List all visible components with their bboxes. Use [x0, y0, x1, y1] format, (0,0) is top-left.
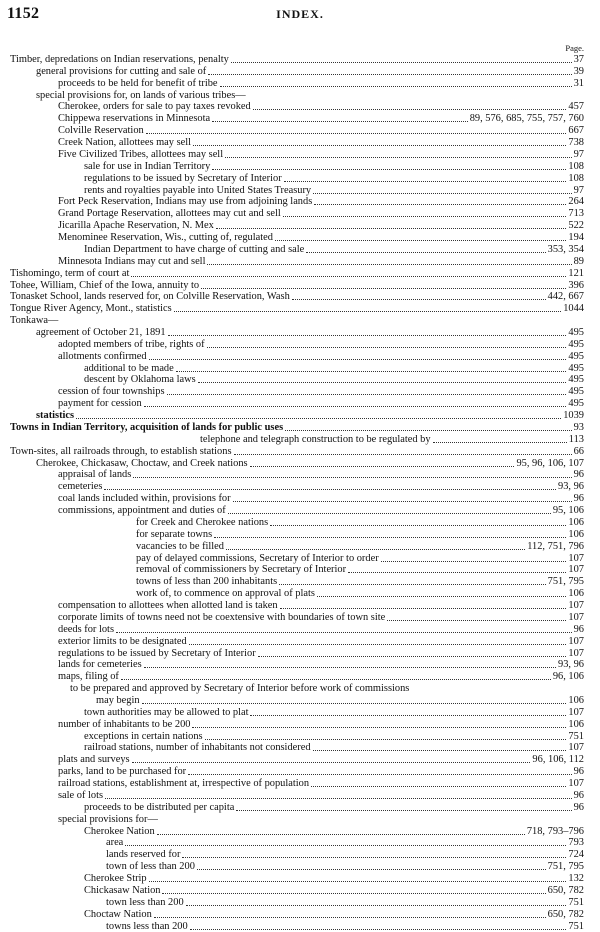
dot-leader	[125, 845, 566, 846]
entry-text: cemeteries	[58, 481, 103, 493]
index-entry	[0, 670, 600, 682]
entry-text: to be prepared and approved by Secretary of Interior before work of commissions	[70, 683, 410, 695]
dot-leader	[174, 311, 562, 312]
entry-page-ref: 107	[568, 635, 584, 647]
dot-leader	[146, 133, 567, 134]
dot-leader	[205, 739, 567, 740]
entry-text: removal of commissioners by Secretary of Interior	[136, 564, 347, 576]
entry-text: sale of lots	[58, 789, 104, 801]
index-entry	[0, 552, 600, 564]
dot-leader	[285, 430, 571, 431]
entry-text: for separate towns	[136, 528, 213, 540]
entry-text: lands for cemeteries	[58, 659, 142, 671]
index-entry	[0, 65, 600, 77]
page-column-label: Page.	[565, 43, 584, 53]
index-entry	[0, 587, 600, 599]
entry-page-ref: 724	[568, 849, 584, 861]
entry-page-ref: 650, 782	[547, 884, 584, 896]
dot-leader	[280, 608, 567, 609]
dot-leader	[250, 715, 566, 716]
dot-leader	[250, 466, 515, 467]
entry-text: coal lands included within, provisions for	[58, 493, 231, 505]
dot-leader	[236, 810, 571, 811]
entry-text: may begin	[96, 694, 140, 706]
entry-page-ref: 1039	[563, 410, 584, 422]
entry-text: Cherokee Strip	[84, 873, 147, 885]
dot-leader	[144, 406, 567, 407]
entry-text: towns of less than 200 inhabitants	[136, 576, 278, 588]
dot-leader	[234, 454, 572, 455]
dot-leader	[121, 679, 551, 680]
entry-text: agreement of October 21, 1891	[36, 327, 166, 338]
entry-text: for Creek and Cherokee nations	[136, 516, 269, 528]
entry-page-ref: 96	[573, 623, 584, 635]
dot-leader	[381, 561, 567, 562]
dot-leader	[193, 145, 566, 146]
entry-page-ref: 89	[573, 255, 584, 267]
entry-text: railroad stations, establishment at, irrespective of population	[58, 778, 310, 790]
index-entry	[0, 540, 600, 552]
entry-text: parks, land to be purchased for	[58, 766, 187, 778]
entry-page-ref: 108	[568, 160, 584, 172]
index-entry	[0, 528, 600, 540]
dot-leader	[192, 727, 566, 728]
entry-text: special provisions for, on lands of various tribes—	[36, 89, 246, 101]
entry-text: Fort Peck Reservation, Indians may use from adjoining lands	[58, 196, 313, 208]
dot-leader	[212, 169, 566, 170]
index-entry	[0, 385, 600, 397]
index-entry	[0, 195, 600, 207]
entry-page-ref: 495	[568, 362, 584, 374]
entry-text: Cherokee, orders for sale to pay taxes revoked	[58, 101, 251, 113]
dot-leader	[233, 501, 572, 502]
entry-text: corporate limits of towns need not be coextensive with boundaries of town site	[58, 611, 386, 623]
entry-text: towns less than 200	[106, 920, 188, 932]
entry-text: town less than 200	[106, 896, 184, 908]
entry-text: Timber, depredations on Indian reservations, penalty	[10, 54, 229, 65]
entry-text: Creek Nation, allottees may sell	[58, 137, 192, 149]
index-entry	[0, 100, 600, 112]
entry-text: vacancies to be filled	[136, 540, 224, 552]
dot-leader	[253, 109, 567, 110]
entry-text: plats and surveys	[58, 754, 130, 766]
index-entry	[0, 765, 600, 777]
entry-text: statistics	[36, 410, 75, 422]
dot-leader	[207, 347, 567, 348]
index-entry	[0, 896, 600, 908]
dot-leader	[149, 359, 567, 360]
dot-leader	[348, 572, 566, 573]
dot-leader	[270, 525, 566, 526]
entry-page-ref: 713	[568, 208, 584, 220]
dot-leader	[313, 193, 572, 194]
dot-leader	[162, 893, 545, 894]
entry-text: exterior limits to be designated	[58, 635, 187, 647]
index-entry	[0, 741, 600, 753]
index-entry	[0, 457, 600, 469]
entry-page-ref: 194	[568, 232, 584, 244]
entry-page-ref: 93, 96	[558, 659, 584, 671]
index-entry	[0, 658, 600, 670]
entry-page-ref: 751, 795	[547, 576, 584, 588]
entry-text: general provisions for cutting and sale of	[36, 65, 207, 77]
entry-text: lands reserved for	[106, 849, 181, 861]
entry-page-ref: 495	[568, 374, 584, 386]
entry-text: Tonkawa—	[10, 315, 59, 327]
entry-page-ref: 107	[568, 611, 584, 623]
index-entry	[0, 433, 600, 445]
index-entry	[0, 635, 600, 647]
entry-text: exceptions in certain nations	[84, 730, 203, 742]
page-number: 1152	[7, 5, 40, 22]
index-entry	[0, 160, 600, 172]
entry-page-ref: 264	[568, 196, 584, 208]
index-entry	[0, 860, 600, 872]
entry-page-ref: 95, 96, 106, 107	[516, 457, 584, 469]
dot-leader	[154, 917, 546, 918]
dot-leader	[387, 620, 566, 621]
index-entry	[0, 611, 600, 623]
entry-text: Menominee Reservation, Wis., cutting of, regulated	[58, 232, 273, 244]
index-entry	[0, 789, 600, 801]
index-entry	[0, 243, 600, 255]
entry-text: Indian Department to have charge of cutting and sale	[84, 243, 305, 255]
index-entry	[0, 279, 600, 291]
entry-page-ref: 495	[568, 386, 584, 398]
dot-leader	[284, 181, 567, 182]
entry-page-ref: 107	[568, 564, 584, 576]
entry-page-ref: 108	[568, 172, 584, 184]
entry-page-ref: 112, 751, 796	[527, 540, 584, 552]
entry-text: Chickasaw Nation	[84, 884, 161, 896]
entry-text: Jicarilla Apache Reservation, N. Mex	[58, 220, 214, 232]
entry-text: payment for cession	[58, 398, 142, 410]
dot-leader	[76, 418, 561, 419]
index-entry	[0, 825, 600, 837]
dot-leader	[216, 228, 567, 229]
dot-leader	[176, 371, 567, 372]
entry-text: proceeds to be distributed per capita	[84, 801, 235, 813]
dot-leader	[311, 786, 566, 787]
entry-text: adopted members of tribe, rights of	[58, 338, 205, 350]
index-entry	[0, 623, 600, 635]
entry-text: town of less than 200	[106, 861, 195, 873]
entry-text: Tishomingo, term of court at	[10, 267, 130, 279]
index-entry	[0, 718, 600, 730]
dot-leader	[433, 442, 567, 443]
entry-page-ref: 718, 793–796	[526, 825, 584, 837]
entry-text: Cherokee, Chickasaw, Choctaw, and Creek nations	[36, 457, 248, 469]
index-entry	[0, 397, 600, 409]
index-entry	[0, 89, 600, 101]
entry-page-ref: 495	[568, 350, 584, 362]
entry-page-ref: 1044	[563, 303, 584, 315]
index-entry	[0, 172, 600, 184]
entry-page-ref: 96, 106	[552, 671, 584, 683]
dot-leader	[212, 121, 468, 122]
entry-page-ref: 738	[568, 137, 584, 149]
index-entry	[0, 53, 600, 65]
entry-page-ref: 107	[568, 600, 584, 612]
index-entry	[0, 231, 600, 243]
page-header	[0, 5, 600, 25]
index-entry	[0, 421, 600, 433]
index-entry	[0, 350, 600, 362]
entry-text: commissions, appointment and duties of	[58, 505, 226, 517]
entry-page-ref: 39	[573, 65, 584, 77]
entry-page-ref: 97	[573, 148, 584, 160]
dot-leader	[182, 857, 566, 858]
entry-page-ref: 66	[573, 445, 584, 457]
index-entry	[0, 694, 600, 706]
entry-text: Choctaw Nation	[84, 908, 152, 920]
entry-page-ref: 396	[568, 279, 584, 291]
dot-leader	[314, 204, 566, 205]
entry-page-ref: 95, 106	[552, 505, 584, 517]
entry-page-ref: 96	[573, 766, 584, 778]
entry-text: number of inhabitants to be 200	[58, 718, 191, 730]
index-entry	[0, 409, 600, 421]
entry-page-ref: 96, 106, 112	[532, 754, 584, 766]
entry-text: descent by Oklahoma laws	[84, 374, 196, 386]
index-entry	[0, 255, 600, 267]
entry-page-ref: 93, 96	[558, 481, 584, 493]
index-entry	[0, 290, 600, 302]
index-entry	[0, 777, 600, 789]
entry-page-ref: 31	[573, 77, 584, 89]
entry-text: Tongue River Agency, Mont., statistics	[10, 303, 172, 315]
index-entry	[0, 813, 600, 825]
entry-page-ref: 96	[573, 801, 584, 813]
dot-leader	[197, 869, 546, 870]
page-title: INDEX.	[276, 7, 324, 21]
index-entry	[0, 647, 600, 659]
dot-leader	[231, 62, 572, 63]
index-entry	[0, 338, 600, 350]
entry-text: maps, filing of	[58, 671, 119, 683]
dot-leader	[105, 798, 572, 799]
index-entry	[0, 872, 600, 884]
entry-text: compensation to allottees when allotted land is taken	[58, 600, 278, 612]
entry-text: appraisal of lands	[58, 469, 132, 481]
dot-leader	[306, 252, 545, 253]
dot-leader	[214, 537, 566, 538]
entry-text: pay of delayed commissions, Secretary of Interior to order	[136, 552, 379, 564]
entry-page-ref: 97	[573, 184, 584, 196]
index-entry	[0, 148, 600, 160]
index-entry	[0, 326, 600, 338]
dot-leader	[116, 632, 572, 633]
index-entry	[0, 730, 600, 742]
dot-leader	[220, 86, 572, 87]
entry-page-ref: 751	[568, 896, 584, 908]
index-entry	[0, 480, 600, 492]
entry-page-ref: 96	[573, 789, 584, 801]
entry-page-ref: 132	[568, 873, 584, 885]
index-entry	[0, 753, 600, 765]
index-entry	[0, 373, 600, 385]
entry-text: Chippewa reservations in Minnesota	[58, 113, 211, 125]
index-entry	[0, 848, 600, 860]
entry-page-ref: 667	[568, 125, 584, 137]
entry-text: Colville Reservation	[58, 125, 144, 137]
entry-page-ref: 793	[568, 837, 584, 849]
entry-text: town authorities may be allowed to plat	[84, 706, 249, 718]
index-entry	[0, 884, 600, 896]
entry-text: work of, to commence on approval of plats	[136, 588, 315, 600]
index-entry	[0, 504, 600, 516]
dot-leader	[226, 549, 525, 550]
dot-leader	[149, 881, 567, 882]
dot-leader	[142, 703, 567, 704]
entry-text: Cherokee Nation	[84, 825, 155, 837]
entry-text: additional to be made	[84, 362, 174, 374]
dot-leader	[207, 264, 571, 265]
index-entry	[0, 267, 600, 279]
entry-page-ref: 495	[568, 338, 584, 350]
index-entry	[0, 920, 600, 932]
entry-text: area	[106, 837, 124, 849]
dot-leader	[208, 74, 571, 75]
index-entry	[0, 599, 600, 611]
index-entry	[0, 112, 600, 124]
index-entry	[0, 682, 600, 694]
entry-page-ref: 106	[568, 694, 584, 706]
entry-text: sale for use in Indian Territory	[84, 160, 211, 172]
dot-leader	[157, 834, 525, 835]
entry-page-ref: 37	[573, 54, 584, 65]
entry-text: Five Civilized Tribes, allottees may sell	[58, 148, 224, 160]
dot-leader	[189, 644, 567, 645]
dot-leader	[167, 394, 567, 395]
dot-leader	[133, 477, 571, 478]
entry-page-ref: 495	[568, 327, 584, 338]
entry-text: regulations to be issued by Secretary of Interior	[84, 172, 282, 184]
entry-text: railroad stations, number of inhabitants not considered	[84, 742, 311, 754]
dot-leader	[104, 489, 556, 490]
entry-text: rents and royalties payable into United States Treasury	[84, 184, 312, 196]
entry-page-ref: 106	[568, 588, 584, 600]
index-entry	[0, 706, 600, 718]
index-entry	[0, 124, 600, 136]
entry-text: Town-sites, all railroads through, to establish stations	[10, 445, 232, 457]
index-entry	[0, 492, 600, 504]
index-entry	[0, 563, 600, 575]
entry-page-ref: 107	[568, 552, 584, 564]
entry-page-ref: 96	[573, 469, 584, 481]
entry-text: Tohee, William, Chief of the Iowa, annuity to	[10, 279, 200, 291]
entry-page-ref: 751	[568, 920, 584, 932]
index-entry	[0, 575, 600, 587]
entry-text: proceeds to be held for benefit of tribe	[58, 77, 218, 89]
entry-page-ref: 93	[573, 421, 584, 433]
index-entry	[0, 219, 600, 231]
index-entry	[0, 362, 600, 374]
dot-leader	[168, 335, 567, 336]
dot-leader	[144, 667, 556, 668]
entry-page-ref: 121	[568, 267, 584, 279]
index-entry	[0, 136, 600, 148]
dot-leader	[317, 596, 567, 597]
entry-page-ref: 96	[573, 493, 584, 505]
entry-page-ref: 106	[568, 516, 584, 528]
dot-leader	[186, 905, 567, 906]
entry-text: Tonasket School, lands reserved for, on Colville Reservation, Wash	[10, 291, 290, 303]
entry-page-ref: 107	[568, 706, 584, 718]
entry-page-ref: 106	[568, 718, 584, 730]
index-entry	[0, 468, 600, 480]
dot-leader	[258, 656, 567, 657]
dot-leader	[132, 762, 531, 763]
index-entry	[0, 77, 600, 89]
entry-text: Towns in Indian Territory, acquisition of lands for public uses	[10, 421, 284, 433]
dot-leader	[275, 240, 566, 241]
index-entry	[0, 445, 600, 457]
entry-page-ref: 650, 782	[547, 908, 584, 920]
dot-leader	[279, 584, 545, 585]
dot-leader	[292, 299, 546, 300]
entry-page-ref: 751	[568, 730, 584, 742]
entry-page-ref: 751, 795	[547, 861, 584, 873]
entry-page-ref: 457	[568, 101, 584, 113]
entry-text: Grand Portage Reservation, allottees may cut and sell	[58, 208, 281, 220]
entry-page-ref: 107	[568, 778, 584, 790]
index-entry	[0, 314, 600, 326]
index-entry	[0, 184, 600, 196]
entry-text: special provisions for—	[58, 813, 158, 825]
entry-text: deeds for lots	[58, 623, 114, 635]
dot-leader	[201, 288, 566, 289]
index-entry	[0, 207, 600, 219]
index-entry	[0, 801, 600, 813]
dot-leader	[228, 513, 551, 514]
dot-leader	[283, 216, 567, 217]
dot-leader	[225, 157, 572, 158]
index-entry	[0, 516, 600, 528]
entry-page-ref: 89, 576, 685, 755, 757, 760	[469, 113, 584, 125]
entry-text: regulations to be issued by Secretary of Interior	[58, 647, 256, 659]
entry-page-ref: 442, 667	[547, 291, 584, 303]
entry-page-ref: 353, 354	[547, 243, 584, 255]
entry-page-ref: 522	[568, 220, 584, 232]
entry-text: Minnesota Indians may cut and sell	[58, 255, 206, 267]
entry-text: cession of four townships	[58, 386, 165, 398]
index-entry	[0, 908, 600, 920]
dot-leader	[198, 382, 567, 383]
index-entry	[0, 302, 600, 314]
entry-page-ref: 107	[568, 647, 584, 659]
entry-text: allotments confirmed	[58, 350, 147, 362]
entry-text: telephone and telegraph construction to be regulated by	[200, 433, 431, 445]
dot-leader	[313, 750, 567, 751]
entry-page-ref: 106	[568, 528, 584, 540]
dot-leader	[188, 774, 572, 775]
index-entry	[0, 836, 600, 848]
dot-leader	[131, 276, 566, 277]
entry-page-ref: 495	[568, 398, 584, 410]
entry-page-ref: 107	[568, 742, 584, 754]
entry-page-ref: 113	[568, 433, 584, 445]
